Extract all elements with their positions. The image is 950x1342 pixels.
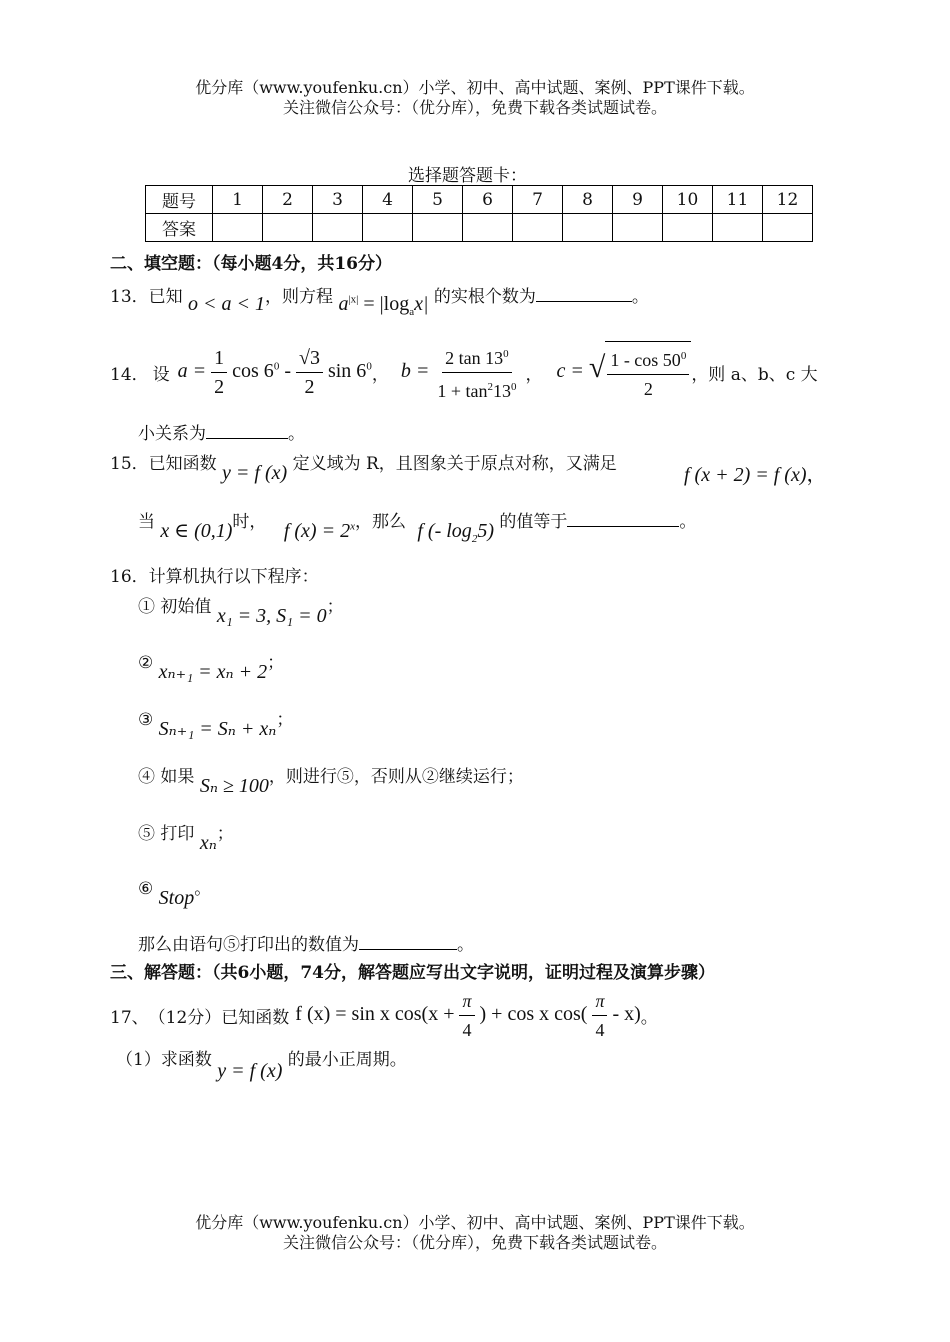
question-number: 4 xyxy=(363,186,413,214)
question-number: 9 xyxy=(613,186,663,214)
question-number: 6 xyxy=(463,186,513,214)
q14-b-expression: b = $\frac{2 \tan 13^0}{1 + \tan^213^0}$ xyxy=(401,340,520,405)
q13-equation: $a^{|x|} = |\log_ax|$ xyxy=(338,293,429,318)
q16-step-2: ② xₙ₊₁ = xₙ + 2； xyxy=(138,653,285,683)
header-line-1: 优分库（www.youfenku.cn）小学、初中、高中试题、案例、PPT课件下载。 xyxy=(195,78,755,97)
answer-cell[interactable] xyxy=(213,214,263,242)
section-3-title: 三、解答题：（共6小题，74分，解答题应写出文字说明，证明过程及演算步骤） xyxy=(110,963,715,983)
table-row xyxy=(146,214,813,242)
answer-cell[interactable] xyxy=(663,214,713,242)
answer-cell[interactable] xyxy=(713,214,763,242)
answer-cell[interactable] xyxy=(513,214,563,242)
q16-answer-blank[interactable] xyxy=(359,932,457,950)
q13-answer-blank[interactable] xyxy=(536,284,632,302)
question-number: 10 xyxy=(663,186,713,214)
answer-cell[interactable] xyxy=(563,214,613,242)
table-row xyxy=(146,186,813,214)
question-15: 15．已知函数 y = f (x) 定义域为 R，且图象关于原点对称，又满足 xyxy=(110,454,617,484)
answer-cell[interactable] xyxy=(413,214,463,242)
question-number: 11 xyxy=(713,186,763,214)
section-2-title: 二、填空题：（每小题4分，共16分） xyxy=(110,254,392,274)
q14-line-2: 小关系为 。 xyxy=(138,419,305,444)
answer-cell[interactable] xyxy=(613,214,663,242)
q14-a-expression: a = $\frac{1}{2}$ $\cos 6^0$ - $\frac{√3}{2}$ $\sin 6^0$ xyxy=(178,344,372,401)
q14-answer-blank[interactable] xyxy=(206,421,288,439)
q13-number: 13． xyxy=(110,287,149,307)
answer-cell[interactable] xyxy=(463,214,513,242)
question-number: 1 xyxy=(213,186,263,214)
answer-cell[interactable] xyxy=(763,214,813,242)
q14-number: 14． xyxy=(110,364,149,385)
footer-line-2: 关注微信公众号：（优分库），免费下载各类试题试卷。 xyxy=(282,1233,667,1252)
q15-answer-blank[interactable] xyxy=(567,509,679,527)
footer-line-1: 优分库（www.youfenku.cn）小学、初中、高中试题、案例、PPT课件下载。 xyxy=(195,1213,755,1232)
q17-function: f (x) = sin x cos(x + $\frac{\pi}{4}$ ) + cos x cos( $\frac{\pi}{4}$ - x) xyxy=(295,987,641,1044)
q16-step-6: ⑥ Stop。 xyxy=(138,879,212,909)
row-label-answer: 答案 xyxy=(146,214,213,242)
question-13: 13．已知 o < a < 1，则方程 $a^{|x|} = |\log_ax|$ 的实根个数为 。 xyxy=(110,282,649,310)
question-number: 3 xyxy=(313,186,363,214)
question-number: 8 xyxy=(563,186,613,214)
q16-step-5: ⑤ 打印 xₙ； xyxy=(138,824,234,854)
q16-step-1: ① 初始值 x₁ = 3, S₁ = 0； xyxy=(138,597,344,627)
q15-line-2: 当 x ∈ (0,1)时， f $(x) = 2^x$，那么 f (- $\log_25$) 的值等于 。 xyxy=(138,507,696,535)
answer-cell[interactable] xyxy=(313,214,363,242)
q15-relation: f (x + 2) = f (x)， xyxy=(684,464,827,486)
header-line-2: 关注微信公众号：（优分库），免费下载各类试题试卷。 xyxy=(282,98,667,117)
answer-card-title: 选择题答题卡： xyxy=(408,166,527,186)
question-number: 2 xyxy=(263,186,313,214)
answer-card-table xyxy=(145,185,813,242)
question-number: 7 xyxy=(513,186,563,214)
answer-cell[interactable] xyxy=(263,214,313,242)
answer-cell[interactable] xyxy=(363,214,413,242)
q14-c-expression: c = √ $\frac{1 - \cos 50^0}{2}$ xyxy=(556,341,691,403)
question-17: 17、 （12分）已知函数 f (x) = sin x cos(x + $\frac{\pi}{4}$ ) + cos x cos( $\frac{\pi}{4}$ - x) 。 xyxy=(110,990,658,1040)
q16-step-3: ③ Sₙ₊₁ = Sₙ + xₙ； xyxy=(138,710,294,740)
question-number: 5 xyxy=(413,186,463,214)
row-label-number: 题号 xyxy=(146,186,213,214)
q16-final: 那么由语句⑤打印出的数值为 。 xyxy=(138,930,474,955)
q17-part-1: （1）求函数 y = f (x) 的最小正周期。 xyxy=(116,1050,407,1082)
question-16: 16．计算机执行以下程序： xyxy=(110,567,319,587)
question-number: 12 xyxy=(763,186,813,214)
q13-condition: o < a < 1 xyxy=(188,293,266,315)
q16-step-4: ④ 如果 Sₙ ≥ 100，则进行⑤，否则从②继续运行； xyxy=(138,767,524,797)
question-14: 14． 设 a = $\frac{1}{2}$ $\cos 6^0$ - $\frac{√3}{2}$ $\sin 6^0$ ， b = $\frac{2 \tan 13^0}{1 + \tan^213^0}$ ， c = √ $\frac{1 - \cos 50^0}{2}$ ，则 a、b、c 大 xyxy=(110,342,818,402)
